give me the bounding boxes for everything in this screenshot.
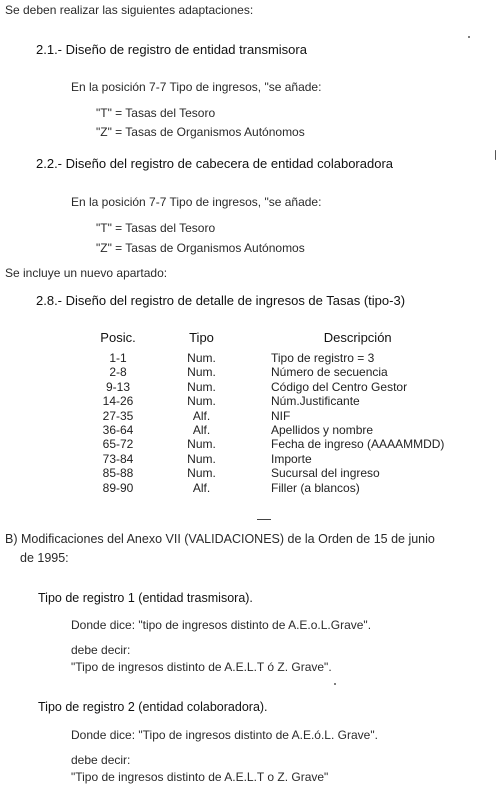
cell-posic: 14-26 [102,394,134,409]
table-header-row [92,330,444,351]
cell-posic: 9-13 [105,379,131,394]
cell-descripcion: Núm.Justificante [271,394,360,409]
table-row [92,437,444,451]
table-row [92,365,444,379]
table-row [92,481,444,495]
cell-posic: 36-64 [102,423,134,438]
table-row [92,409,444,423]
section-2-8-heading: 2.8.- Diseño del registro de detalle de ingresos de Tasas (tipo-3) [36,293,406,308]
cell-descripcion: Apellidos y nombre [271,423,374,438]
scan-speck [495,150,496,160]
cell-tipo: Alf. [192,408,211,423]
cell-descripcion: Número de secuencia [271,365,388,380]
scan-speck [468,36,470,38]
registro-2-correccion: "Tipo de ingresos distinto de A.E.L.T o Z. Grave" [71,770,329,784]
section-2-2-item: "T" = Tasas del Tesoro [96,221,216,235]
table-row [92,452,444,466]
cell-descripcion: NIF [271,408,291,423]
cell-descripcion: Tipo de registro = 3 [271,351,375,365]
table-row [92,351,444,365]
section-b-line1: B) Modificaciones del Anexo VII (VALIDACIONES) de la Orden de 15 de junio [5,532,435,546]
intro-text: Se deben realizar las siguientes adaptaciones: [5,3,254,17]
registro-2-debe-decir: debe decir: [71,753,131,767]
registro-1-debe-decir: debe decir: [71,643,131,657]
section-2-2-item: "Z" = Tasas de Organismos Autónomos [96,241,305,255]
section-b-line2: de 1995: [20,551,69,565]
registro-1-heading: Tipo de registro 1 (entidad trasmisora). [38,591,253,605]
section-2-1-heading: 2.1.- Diseño de registro de entidad transmisora [36,42,307,57]
cell-descripcion: Fecha de ingreso (AAAAMMDD) [271,437,445,452]
cell-tipo: Alf. [192,423,211,438]
section-divider [257,519,271,520]
section-2-1-item: "T" = Tasas del Tesoro [96,106,216,120]
cell-tipo: Num. [187,394,216,409]
table-row [92,466,444,480]
cell-tipo: Num. [187,437,216,452]
cell-descripcion: Código del Centro Gestor [271,379,408,394]
scan-speck [334,683,336,685]
cell-tipo: Num. [187,351,216,365]
section-2-2-text: En la posición 7-7 Tipo de ingresos, "se añade: [71,195,322,209]
table-row [92,380,444,394]
section-2-1-item: "Z" = Tasas de Organismos Autónomos [96,125,305,139]
cell-posic: 73-84 [102,451,134,466]
cell-posic: 27-35 [102,408,134,423]
table-row [92,423,444,437]
registro-2-heading: Tipo de registro 2 (entidad colaboradora). [38,700,268,714]
cell-tipo: Num. [187,365,216,380]
cell-tipo: Num. [187,379,216,394]
table-row [92,394,444,408]
registro-2-donde-dice: Donde dice: "Tipo de ingresos distinto de A.E.ó.L. Grave". [71,728,378,742]
cell-posic: 89-90 [102,480,134,495]
cell-tipo: Alf. [192,480,211,495]
cell-posic: 1-1 [109,351,127,365]
section-2-1-text: En la posición 7-7 Tipo de ingresos, "se añade: [71,80,322,94]
registro-1-correccion: "Tipo de ingresos distinto de A.E.L.T ó Z. Grave". [71,660,332,674]
cell-posic: 85-88 [102,466,134,481]
column-header-posic: Posic. [100,330,136,345]
new-section-intro: Se incluye un nuevo apartado: [5,266,168,280]
column-header-descripcion: Descripción [323,330,392,345]
register-detail-table [92,330,444,495]
cell-tipo: Num. [187,451,216,466]
cell-posic: 65-72 [102,437,134,452]
cell-descripcion: Sucursal del ingreso [271,466,380,481]
cell-tipo: Num. [187,466,216,481]
section-2-2-heading: 2.2.- Diseño del registro de cabecera de entidad colaboradora [36,156,394,171]
column-header-tipo: Tipo [189,330,214,345]
cell-descripcion: Filler (a blancos) [271,480,360,495]
cell-posic: 2-8 [109,365,127,380]
cell-descripcion: Importe [271,451,312,466]
registro-1-donde-dice: Donde dice: "tipo de ingresos distinto de A.E.o.L.Grave". [71,618,372,632]
